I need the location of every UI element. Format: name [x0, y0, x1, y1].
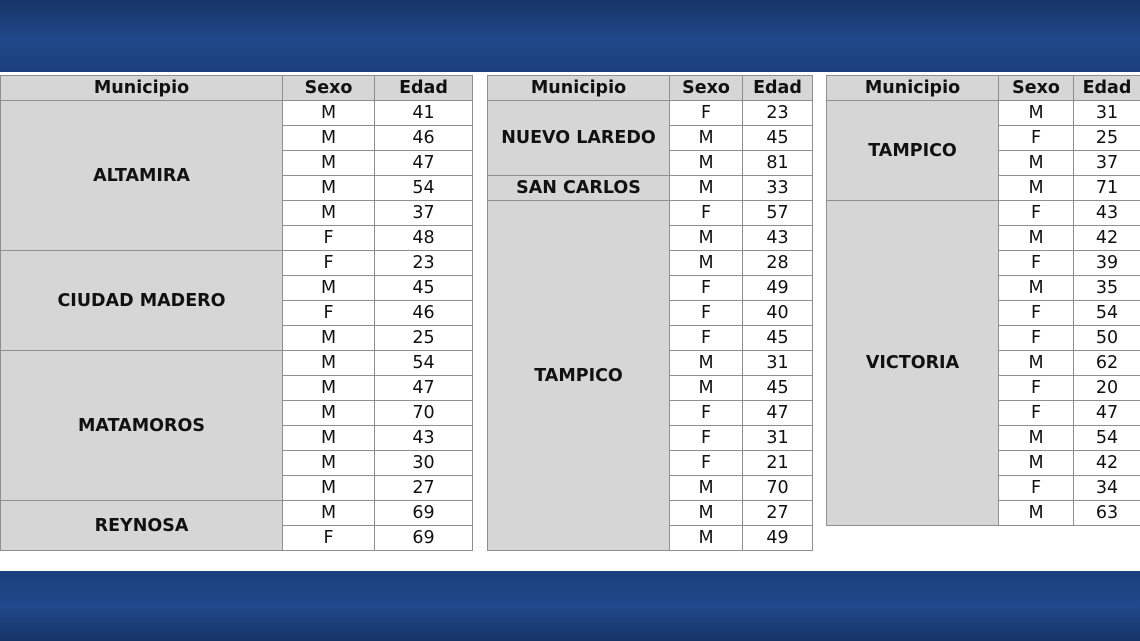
sexo-cell: F: [283, 301, 375, 326]
edad-cell: 31: [743, 351, 813, 376]
edad-cell: 21: [743, 451, 813, 476]
header-sexo: Sexo: [999, 76, 1074, 101]
edad-cell: 23: [743, 101, 813, 126]
edad-cell: 28: [743, 251, 813, 276]
header-row: [488, 76, 813, 101]
edad-cell: 70: [743, 476, 813, 501]
sexo-cell: F: [670, 201, 743, 226]
sexo-cell: M: [283, 126, 375, 151]
edad-cell: 50: [1074, 326, 1140, 351]
edad-cell: 34: [1074, 476, 1140, 501]
sexo-cell: M: [999, 101, 1074, 126]
table-left: [0, 75, 473, 551]
edad-cell: 57: [743, 201, 813, 226]
edad-cell: 45: [743, 126, 813, 151]
sexo-cell: M: [999, 351, 1074, 376]
sexo-cell: M: [670, 176, 743, 201]
edad-cell: 54: [375, 176, 473, 201]
edad-cell: 31: [743, 426, 813, 451]
sexo-cell: M: [999, 151, 1074, 176]
sexo-cell: F: [999, 476, 1074, 501]
header-row: [1, 76, 473, 101]
edad-cell: 39: [1074, 251, 1140, 276]
table-row: [488, 176, 813, 201]
edad-cell: 27: [743, 501, 813, 526]
edad-cell: 47: [1074, 401, 1140, 426]
sexo-cell: F: [283, 251, 375, 276]
sexo-cell: M: [283, 476, 375, 501]
sexo-cell: M: [670, 226, 743, 251]
sexo-cell: M: [670, 526, 743, 551]
table-row: [827, 201, 1140, 226]
header-sexo: Sexo: [283, 76, 375, 101]
sexo-cell: F: [999, 376, 1074, 401]
sexo-cell: M: [999, 501, 1074, 526]
sexo-cell: F: [999, 251, 1074, 276]
sexo-cell: F: [670, 276, 743, 301]
sexo-cell: F: [999, 301, 1074, 326]
header-municipio: Municipio: [488, 76, 670, 101]
edad-cell: 45: [375, 276, 473, 301]
edad-cell: 63: [1074, 501, 1140, 526]
sexo-cell: M: [283, 151, 375, 176]
sexo-cell: M: [283, 376, 375, 401]
edad-cell: 42: [1074, 451, 1140, 476]
edad-cell: 43: [1074, 201, 1140, 226]
municipio-cell: SAN CARLOS: [488, 176, 670, 201]
sexo-cell: F: [670, 301, 743, 326]
edad-cell: 23: [375, 251, 473, 276]
sexo-cell: F: [283, 226, 375, 251]
sexo-cell: F: [999, 401, 1074, 426]
sexo-cell: F: [670, 401, 743, 426]
table-row: [1, 351, 473, 376]
table-right: [826, 75, 1140, 526]
sexo-cell: M: [670, 501, 743, 526]
header-municipio: Municipio: [1, 76, 283, 101]
edad-cell: 48: [375, 226, 473, 251]
sexo-cell: M: [999, 226, 1074, 251]
sexo-cell: M: [670, 351, 743, 376]
edad-cell: 31: [1074, 101, 1140, 126]
edad-cell: 37: [375, 201, 473, 226]
sexo-cell: M: [670, 251, 743, 276]
edad-cell: 20: [1074, 376, 1140, 401]
sexo-cell: F: [999, 326, 1074, 351]
sexo-cell: M: [999, 426, 1074, 451]
edad-cell: 49: [743, 526, 813, 551]
edad-cell: 43: [375, 426, 473, 451]
sexo-cell: M: [670, 126, 743, 151]
sexo-cell: M: [283, 401, 375, 426]
table-middle: [487, 75, 813, 551]
sexo-cell: M: [283, 451, 375, 476]
table-row: [488, 201, 813, 226]
edad-cell: 70: [375, 401, 473, 426]
sexo-cell: M: [670, 376, 743, 401]
municipio-cell: NUEVO LAREDO: [488, 101, 670, 176]
municipio-cell: TAMPICO: [488, 201, 670, 551]
sexo-cell: F: [670, 426, 743, 451]
table-row: [1, 501, 473, 526]
edad-cell: 54: [375, 351, 473, 376]
header-municipio: Municipio: [827, 76, 999, 101]
sexo-cell: F: [999, 201, 1074, 226]
sexo-cell: M: [999, 176, 1074, 201]
edad-cell: 43: [743, 226, 813, 251]
edad-cell: 62: [1074, 351, 1140, 376]
edad-cell: 40: [743, 301, 813, 326]
edad-cell: 46: [375, 301, 473, 326]
sexo-cell: M: [283, 501, 375, 526]
edad-cell: 30: [375, 451, 473, 476]
edad-cell: 49: [743, 276, 813, 301]
edad-cell: 45: [743, 376, 813, 401]
sexo-cell: F: [670, 326, 743, 351]
municipio-cell: VICTORIA: [827, 201, 999, 526]
table-row: [488, 101, 813, 126]
edad-cell: 46: [375, 126, 473, 151]
sexo-cell: M: [283, 101, 375, 126]
header-row: [827, 76, 1140, 101]
sexo-cell: M: [999, 276, 1074, 301]
municipio-cell: ALTAMIRA: [1, 101, 283, 251]
edad-cell: 33: [743, 176, 813, 201]
municipio-cell: CIUDAD MADERO: [1, 251, 283, 351]
header-edad: Edad: [743, 76, 813, 101]
edad-cell: 54: [1074, 426, 1140, 451]
header-edad: Edad: [375, 76, 473, 101]
sexo-cell: M: [283, 201, 375, 226]
sexo-cell: F: [999, 126, 1074, 151]
edad-cell: 27: [375, 476, 473, 501]
edad-cell: 45: [743, 326, 813, 351]
table-row: [1, 101, 473, 126]
edad-cell: 54: [1074, 301, 1140, 326]
edad-cell: 25: [375, 326, 473, 351]
sexo-cell: M: [283, 326, 375, 351]
table-row: [827, 101, 1140, 126]
edad-cell: 42: [1074, 226, 1140, 251]
municipio-cell: MATAMOROS: [1, 351, 283, 501]
edad-cell: 37: [1074, 151, 1140, 176]
edad-cell: 71: [1074, 176, 1140, 201]
edad-cell: 25: [1074, 126, 1140, 151]
municipio-cell: TAMPICO: [827, 101, 999, 201]
edad-cell: 41: [375, 101, 473, 126]
edad-cell: 81: [743, 151, 813, 176]
sexo-cell: F: [670, 451, 743, 476]
sexo-cell: M: [283, 351, 375, 376]
bottom-banner: [0, 571, 1140, 641]
sexo-cell: M: [283, 276, 375, 301]
header-edad: Edad: [1074, 76, 1140, 101]
edad-cell: 69: [375, 526, 473, 551]
header-sexo: Sexo: [670, 76, 743, 101]
table-row: [1, 251, 473, 276]
sexo-cell: M: [999, 451, 1074, 476]
sexo-cell: F: [283, 526, 375, 551]
sexo-cell: M: [670, 151, 743, 176]
sexo-cell: F: [670, 101, 743, 126]
sexo-cell: M: [283, 426, 375, 451]
edad-cell: 69: [375, 501, 473, 526]
edad-cell: 35: [1074, 276, 1140, 301]
municipio-cell: REYNOSA: [1, 501, 283, 551]
edad-cell: 47: [375, 151, 473, 176]
top-banner: [0, 0, 1140, 72]
sexo-cell: M: [283, 176, 375, 201]
edad-cell: 47: [375, 376, 473, 401]
sexo-cell: M: [670, 476, 743, 501]
edad-cell: 47: [743, 401, 813, 426]
